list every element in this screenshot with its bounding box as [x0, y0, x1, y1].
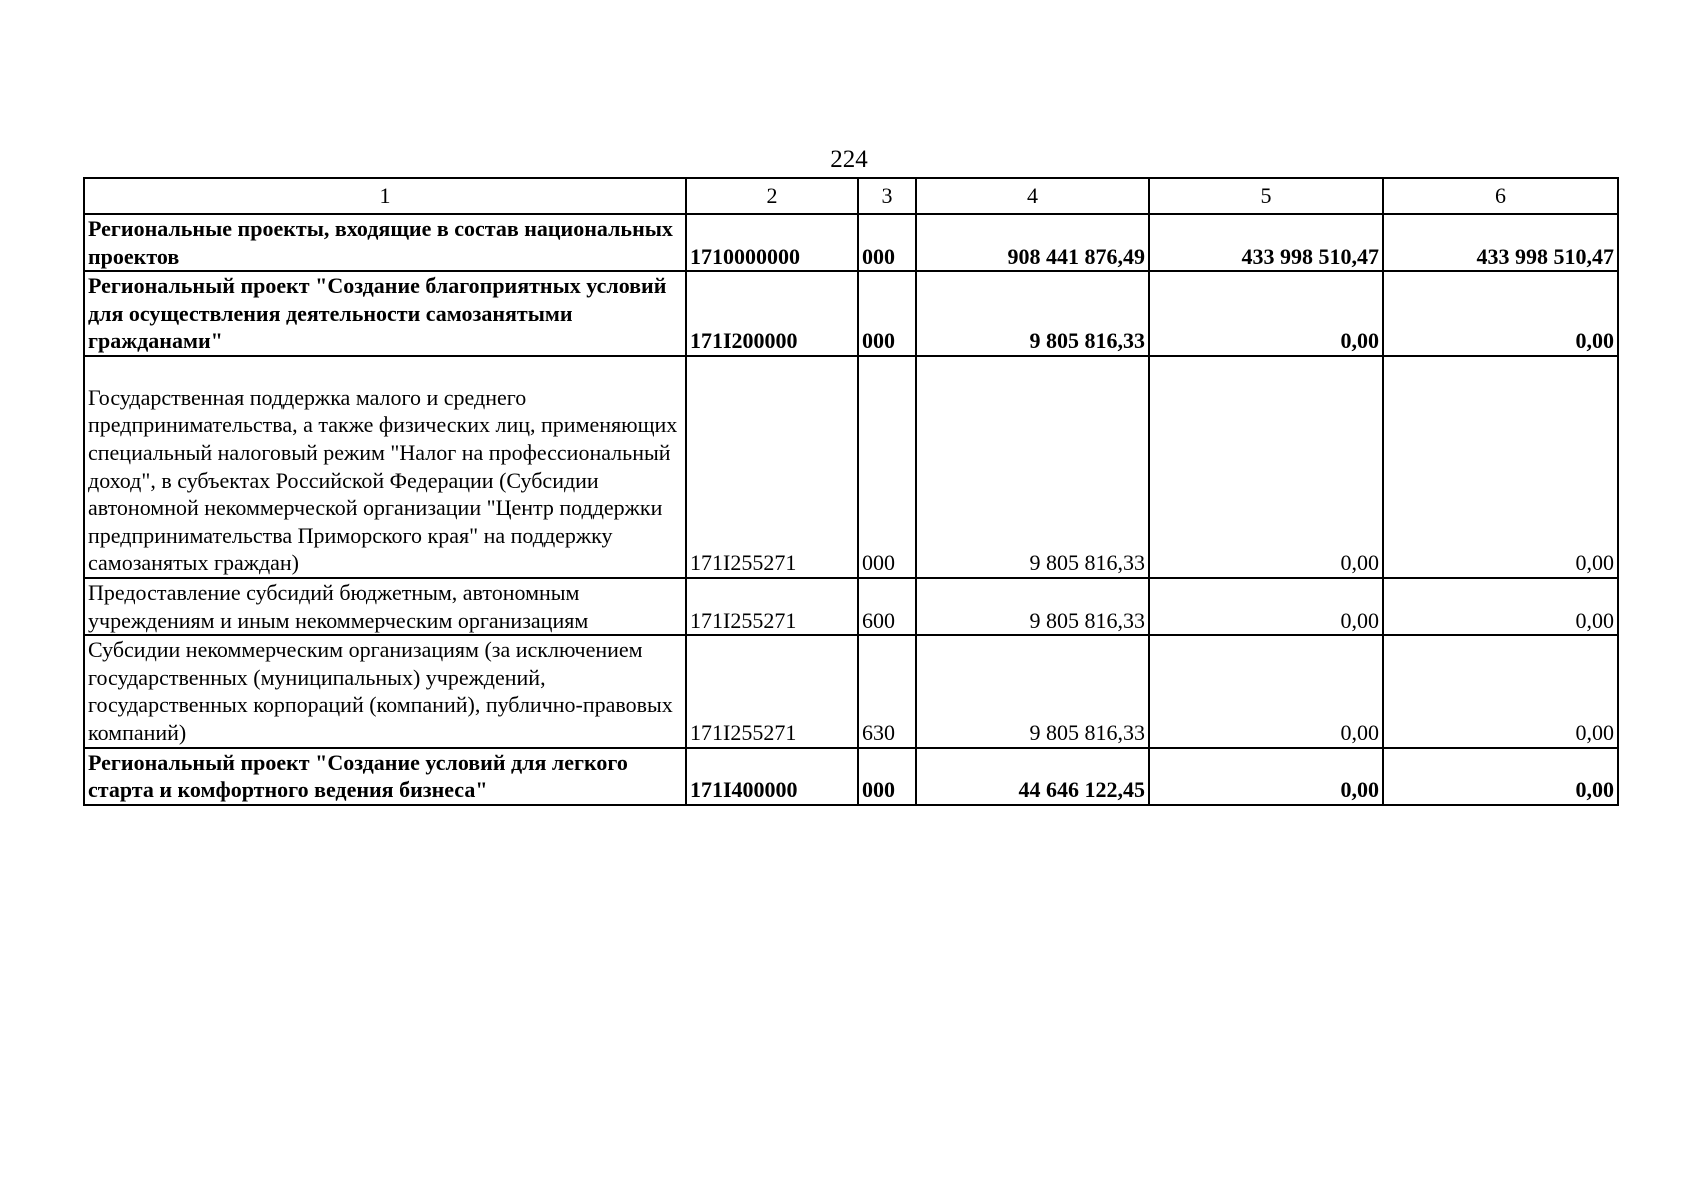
row-amount-5: 0,00	[1149, 635, 1383, 747]
table-row	[84, 748, 1618, 805]
row-code: 1710000000	[686, 214, 858, 271]
row-code: 171I200000	[686, 271, 858, 356]
row-amount-6: 0,00	[1383, 271, 1618, 356]
row-type: 000	[858, 271, 916, 356]
column-header-5: 5	[1149, 178, 1383, 214]
row-code: 171I255271	[686, 578, 858, 635]
row-name: Субсидии некоммерческим организациям (за исключением государственных (муниципальных) учреждений, государственных корпораций (компаний), публично-правовых компаний)	[84, 635, 686, 747]
table-row	[84, 578, 1618, 635]
row-code: 171I255271	[686, 356, 858, 578]
row-name: Региональные проекты, входящие в состав национальных проектов	[84, 214, 686, 271]
row-amount-4: 9 805 816,33	[916, 271, 1149, 356]
row-type: 630	[858, 635, 916, 747]
row-amount-4: 44 646 122,45	[916, 748, 1149, 805]
row-type: 000	[858, 748, 916, 805]
table-header-row	[84, 178, 1618, 214]
row-amount-5: 0,00	[1149, 578, 1383, 635]
row-amount-6: 0,00	[1383, 356, 1618, 578]
column-header-3: 3	[858, 178, 916, 214]
row-type: 000	[858, 214, 916, 271]
row-amount-5: 433 998 510,47	[1149, 214, 1383, 271]
row-amount-6: 433 998 510,47	[1383, 214, 1618, 271]
column-header-6: 6	[1383, 178, 1618, 214]
row-name: Предоставление субсидий бюджетным, автономным учреждениям и иным некоммерческим организациям	[84, 578, 686, 635]
row-name: Государственная поддержка малого и среднего предпринимательства, а также физических лиц, применяющих специальный налоговый режим "Налог на профессиональный доход", в субъектах Российской Федерации (Субсидии автономной некоммерческой организации "Центр поддержки предпринимательства Приморского края" на поддержку самозанятых граждан)	[84, 356, 686, 578]
column-header-4: 4	[916, 178, 1149, 214]
row-type: 000	[858, 356, 916, 578]
budget-table	[83, 177, 1619, 806]
row-amount-6: 0,00	[1383, 635, 1618, 747]
row-amount-5: 0,00	[1149, 271, 1383, 356]
row-amount-4: 9 805 816,33	[916, 356, 1149, 578]
row-name: Региональный проект "Создание благоприятных условий для осуществления деятельности самозанятыми гражданами"	[84, 271, 686, 356]
row-amount-4: 9 805 816,33	[916, 635, 1149, 747]
table-row	[84, 214, 1618, 271]
row-amount-4: 9 805 816,33	[916, 578, 1149, 635]
row-amount-4: 908 441 876,49	[916, 214, 1149, 271]
page-number: 224	[830, 146, 868, 173]
row-amount-5: 0,00	[1149, 356, 1383, 578]
table-row	[84, 356, 1618, 578]
table-row	[84, 635, 1618, 747]
column-header-1: 1	[84, 178, 686, 214]
row-amount-6: 0,00	[1383, 578, 1618, 635]
row-type: 600	[858, 578, 916, 635]
column-header-2: 2	[686, 178, 858, 214]
row-name: Региональный проект "Создание условий для легкого старта и комфортного ведения бизнеса"	[84, 748, 686, 805]
row-amount-6: 0,00	[1383, 748, 1618, 805]
row-amount-5: 0,00	[1149, 748, 1383, 805]
table-row	[84, 271, 1618, 356]
row-code: 171I400000	[686, 748, 858, 805]
row-code: 171I255271	[686, 635, 858, 747]
